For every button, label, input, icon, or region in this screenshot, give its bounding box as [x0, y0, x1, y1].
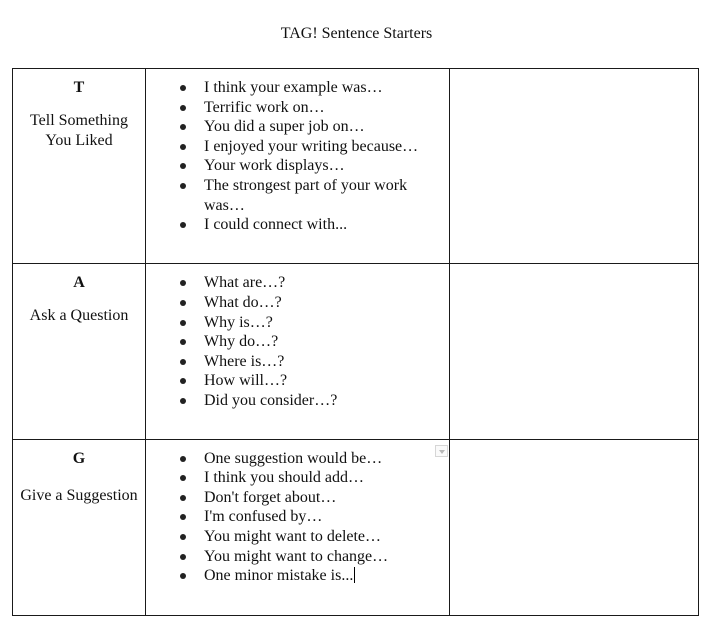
list-item: [204, 566, 439, 586]
list-item: The strongest part of your work was…: [204, 176, 439, 215]
notes-cell-t[interactable]: [450, 69, 699, 264]
notes-cell-a[interactable]: [450, 264, 699, 439]
list-item: How will…?: [204, 371, 439, 391]
list-item: Don't forget about…: [204, 488, 439, 508]
list-item: Did you consider…?: [204, 391, 439, 411]
list-item: Your work displays…: [204, 156, 439, 176]
list-item: Where is…?: [204, 352, 439, 372]
starters-list-a: [146, 273, 449, 410]
list-item: Why do…?: [204, 332, 439, 352]
list-item: You might want to delete…: [204, 527, 439, 547]
list-item: I think you should add…: [204, 468, 439, 488]
text-cursor-icon: [354, 567, 355, 583]
list-item: You did a super job on…: [204, 117, 439, 137]
tag-sentence-starters-table: [12, 68, 699, 616]
notes-cell-g[interactable]: [450, 439, 699, 615]
list-item: Terrific work on…: [204, 98, 439, 118]
table-row-g: [13, 439, 699, 615]
starters-list-t: [146, 78, 449, 235]
list-item: What do…?: [204, 293, 439, 313]
row-category-g: Give a Suggestion: [20, 486, 138, 504]
row-letter-t: T: [73, 79, 85, 96]
list-item: What are…?: [204, 273, 439, 293]
list-item: One suggestion would be…: [204, 449, 439, 469]
starters-list-g: [146, 449, 449, 586]
table-row-a: [13, 264, 699, 439]
list-item: I'm confused by…: [204, 507, 439, 527]
starters-cell-g[interactable]: [146, 439, 450, 615]
list-item: I could connect with...: [204, 215, 439, 235]
row-category-t: Tell Something You Liked: [30, 112, 128, 149]
starters-cell-a[interactable]: [146, 264, 450, 439]
list-item-text: One minor mistake is...: [204, 567, 354, 585]
letter-cell-t[interactable]: [13, 69, 146, 264]
list-item: I enjoyed your writing because…: [204, 137, 439, 157]
letter-cell-g[interactable]: [13, 439, 146, 615]
list-item: I think your example was…: [204, 78, 439, 98]
letter-cell-a[interactable]: [13, 264, 146, 439]
list-item: You might want to change…: [204, 547, 439, 567]
document-title: TAG! Sentence Starters: [280, 25, 433, 42]
list-item: Why is…?: [204, 313, 439, 333]
starters-cell-t[interactable]: [146, 69, 450, 264]
row-category-a: Ask a Question: [29, 307, 129, 325]
table-row-t: [13, 69, 699, 264]
row-letter-g: G: [72, 449, 86, 467]
row-letter-a: A: [73, 274, 85, 292]
